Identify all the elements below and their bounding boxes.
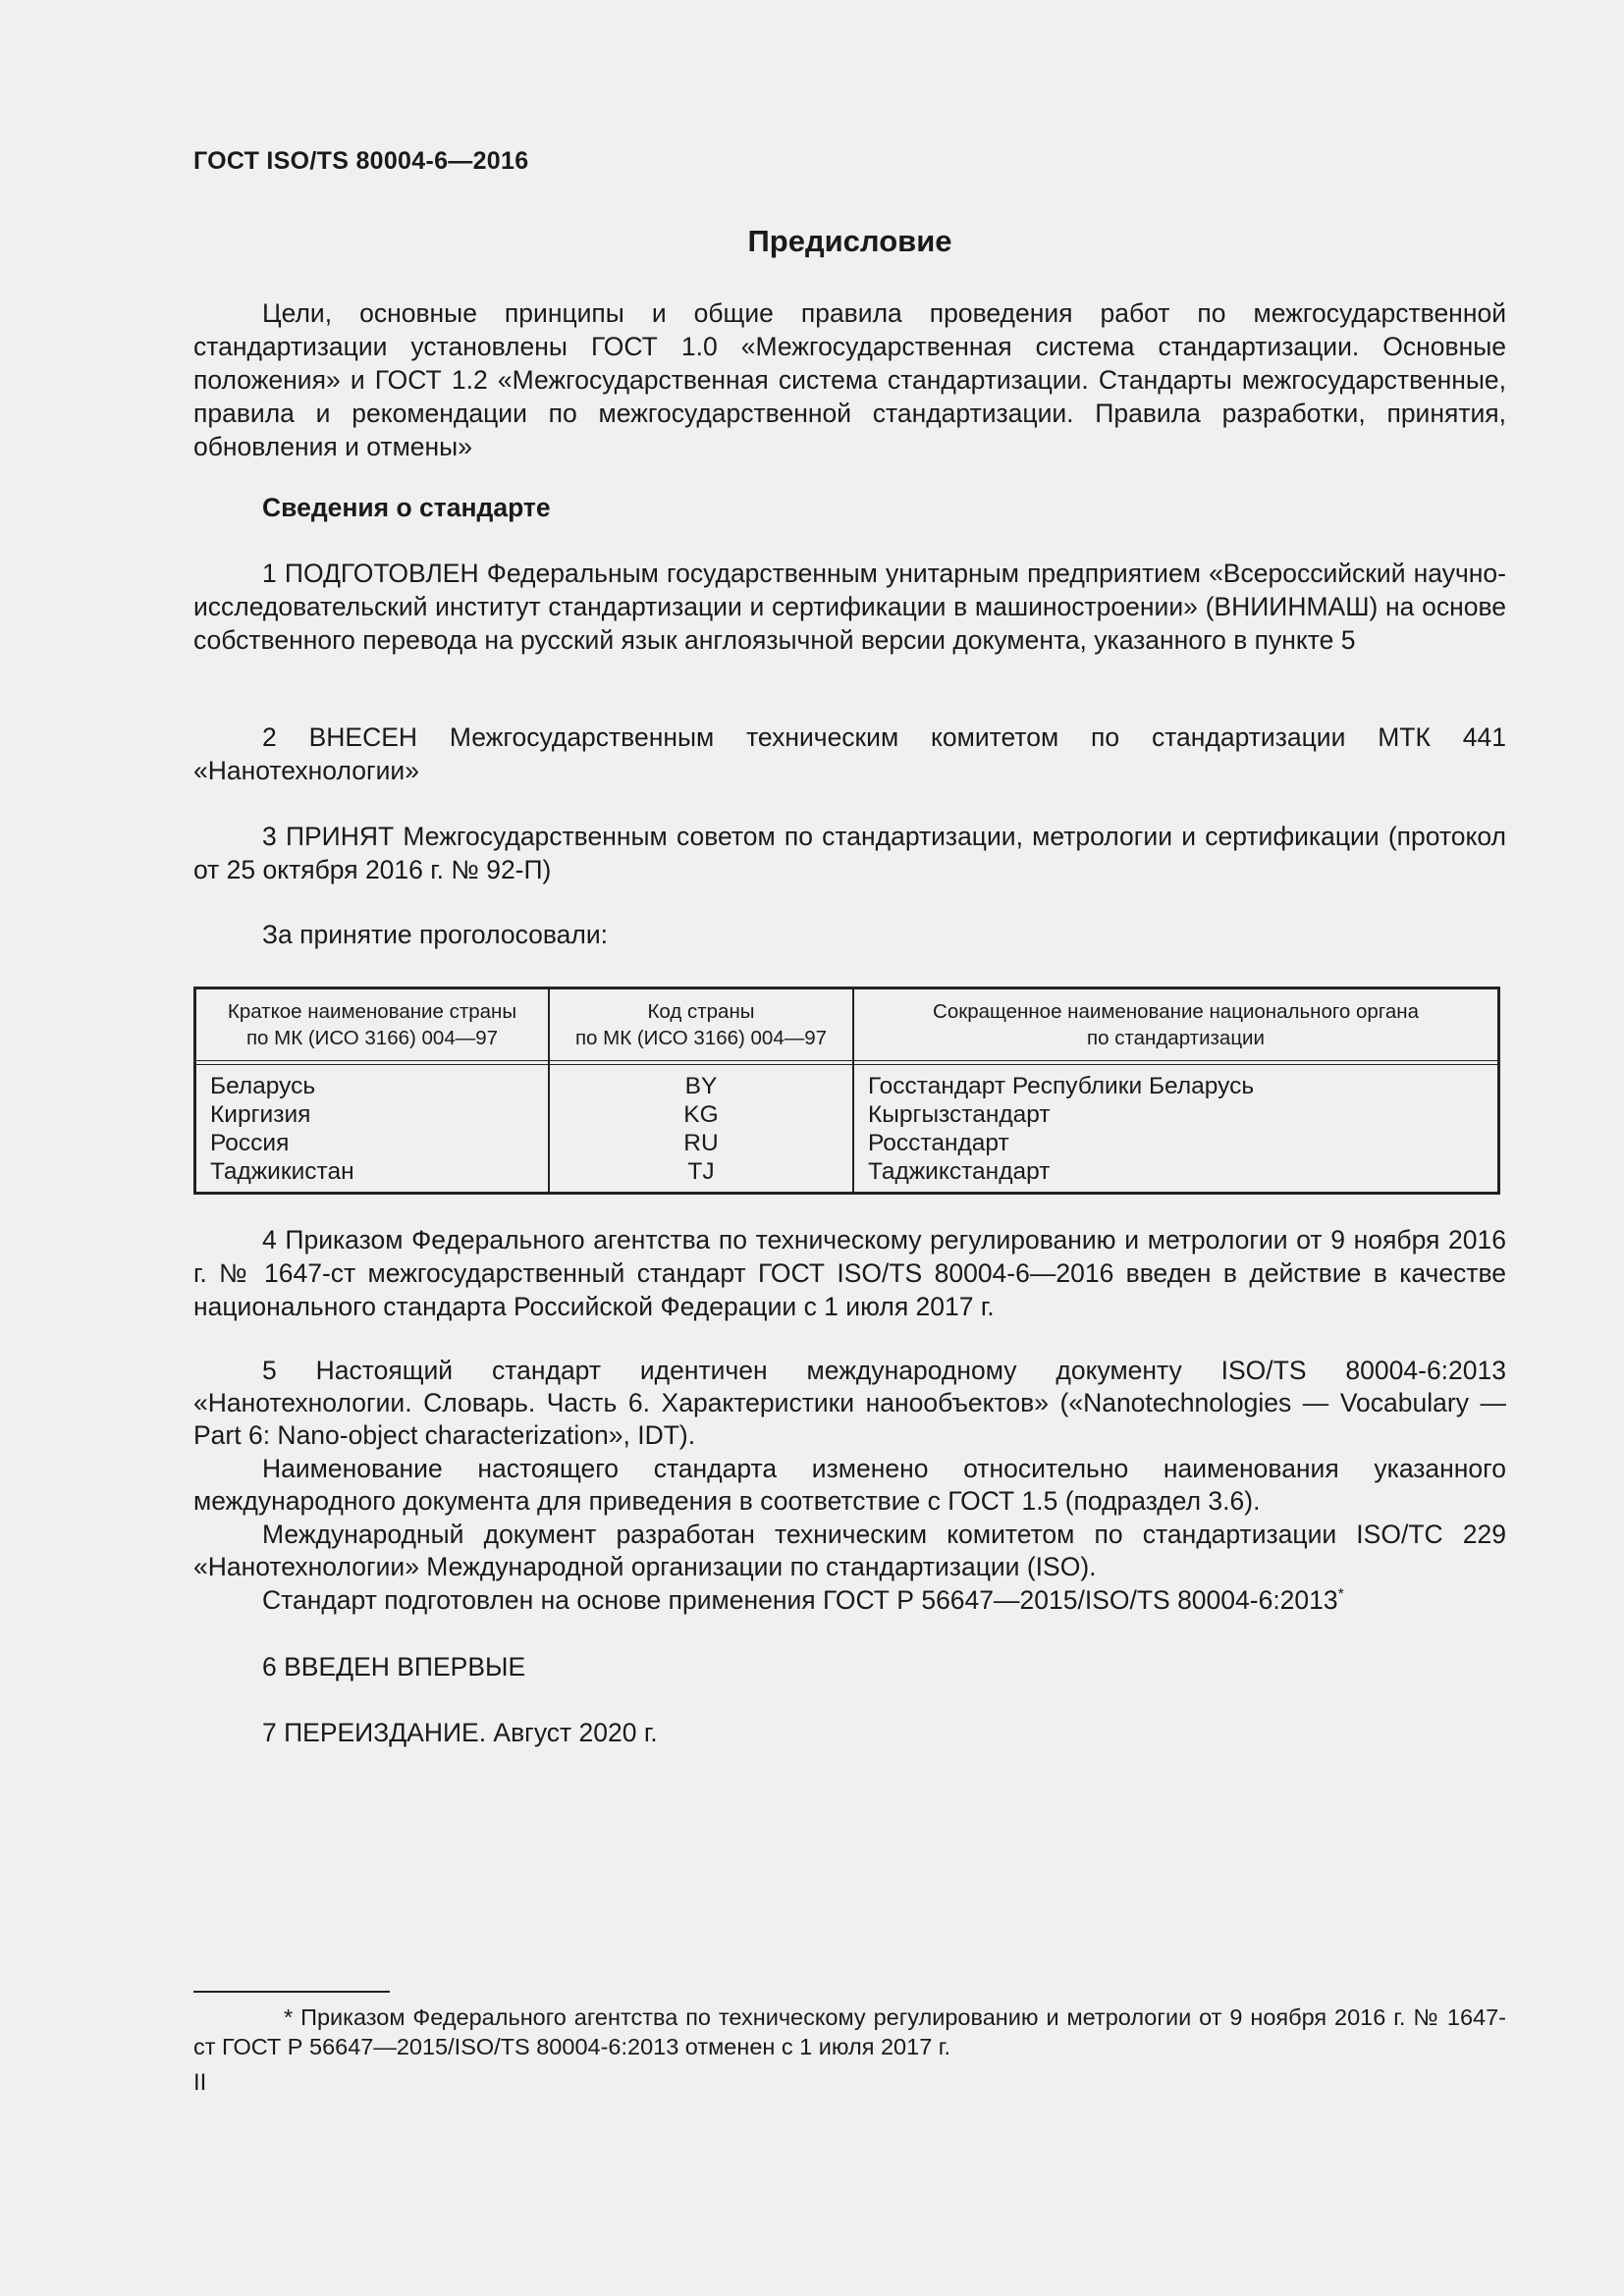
table-cell-country: Киргизия [210,1101,311,1128]
item-6-introduced: 6 ВВЕДЕН ВПЕРВЫЕ [262,1652,526,1682]
table-cell-code: RU [683,1130,719,1156]
item-4-order: 4 Приказом Федерального агентства по техническому регулированию и метрологии от 9 ноября 2016 г. № 1647-ст межгосударственный стандарт ГОСТ ISO/TS 80004-6—2016 введен в действие в качестве национального стандарта Российской Федерации с 1 июля 2017 г. [193,1225,1506,1321]
intro-paragraph: Цели, основные принципы и общие правила проведения работ по межгосударственной стандартизации установлены ГОСТ 1.0 «Межгосударственная система стандартизации. Основные положения» и ГОСТ 1.2 «Межгосударственная система стандартизации. Стандарты межгосударственные, правила и рекомендации по межгосударственной стандартизации. Правила разработки, принятия, обновления и отмены» [193,298,1506,461]
table-column-code [550,989,854,1192]
footnote-divider [193,1991,390,1993]
table-cell-body: Таджикстандарт [868,1158,1051,1185]
item-7-reissue: 7 ПЕРЕИЗДАНИЕ. Август 2020 г. [262,1718,658,1747]
page-number: II [193,2069,207,2096]
table-cell-body: Кыргызстандарт [868,1101,1051,1128]
table-cell-country: Таджикистан [210,1158,354,1185]
info-heading: Сведения о стандарте [262,493,551,522]
table-column-body [854,989,1497,1192]
item-3-adopted: 3 ПРИНЯТ Межгосударственным советом по стандартизации, метрологии и сертификации (протокол от 25 октября 2016 г. № 92-П) [193,822,1506,884]
table-header-body: Сокращенное наименование национального органа по стандартизации [933,1000,1419,1049]
item-5-committee: Международный документ разработан техническим комитетом по стандартизации ISO/TC 229 «Нанотехнологии» Международной организации по стандартизации (ISO). [193,1520,1506,1581]
table-cell-country: Россия [210,1130,290,1156]
footnote-text: * Приказом Федерального агентства по техническому регулированию и метрологии от 9 ноября 2016 г. № 1647-ст ГОСТ Р 56647—2015/ISO/TS 80004-6:2013 отменен с 1 июля 2017 г. [193,2004,1506,2059]
item-1-prepared: 1 ПОДГОТОВЛЕН Федеральным государственным унитарным предприятием «Всероссийский научно-исследовательский институт стандартизации и сертификации в машиностроении» (ВНИИНМАШ) на основе собственного перевода на русский язык англоязычной версии документа, указанного в пункте 5 [193,559,1506,655]
table-cell-code: BY [684,1073,718,1099]
page-title: Предисловие [747,224,952,258]
footnote-mark: * [1337,1586,1344,1604]
voting-table [193,987,1500,1195]
item-5-name-change: Наименование настоящего стандарта изменено относительно наименования указанного международного документа для приведения в соответствие с ГОСТ 1.5 (подраздел 3.6). [193,1454,1506,1516]
table-header-country: Краткое наименование страны по МК (ИСО 3166) 004—97 [227,1000,517,1049]
table-header-code: Код страны по МК (ИСО 3166) 004—97 [574,1000,828,1049]
table-cell-code: TJ [687,1158,715,1185]
table-cell-code: KG [683,1101,719,1128]
table-cell-country: Беларусь [210,1073,316,1099]
item-5-basis: Стандарт подготовлен на основе применения ГОСТ Р 56647—2015/ISO/TS 80004-6:2013* [262,1585,1344,1615]
item-5-identical: 5 Настоящий стандарт идентичен международному документу ISO/TS 80004-6:2013 «Нанотехнологии. Словарь. Часть 6. Характеристики нанообъектов» («Nanotechnologies — Vocabulary — Part 6: Nano-object characterization», IDT). [193,1356,1506,1450]
item-2-submitted: 2 ВНЕСЕН Межгосударственным техническим комитетом по стандартизации МТК 441 «Нанотехнологии» [193,722,1506,785]
document-code-header: ГОСТ ISO/TS 80004-6—2016 [193,147,529,175]
table-column-country [196,989,550,1192]
voted-label: За принятие проголосовали: [262,920,609,949]
table-cell-body: Росстандарт [868,1130,1009,1156]
table-cell-body: Госстандарт Республики Беларусь [868,1073,1255,1099]
